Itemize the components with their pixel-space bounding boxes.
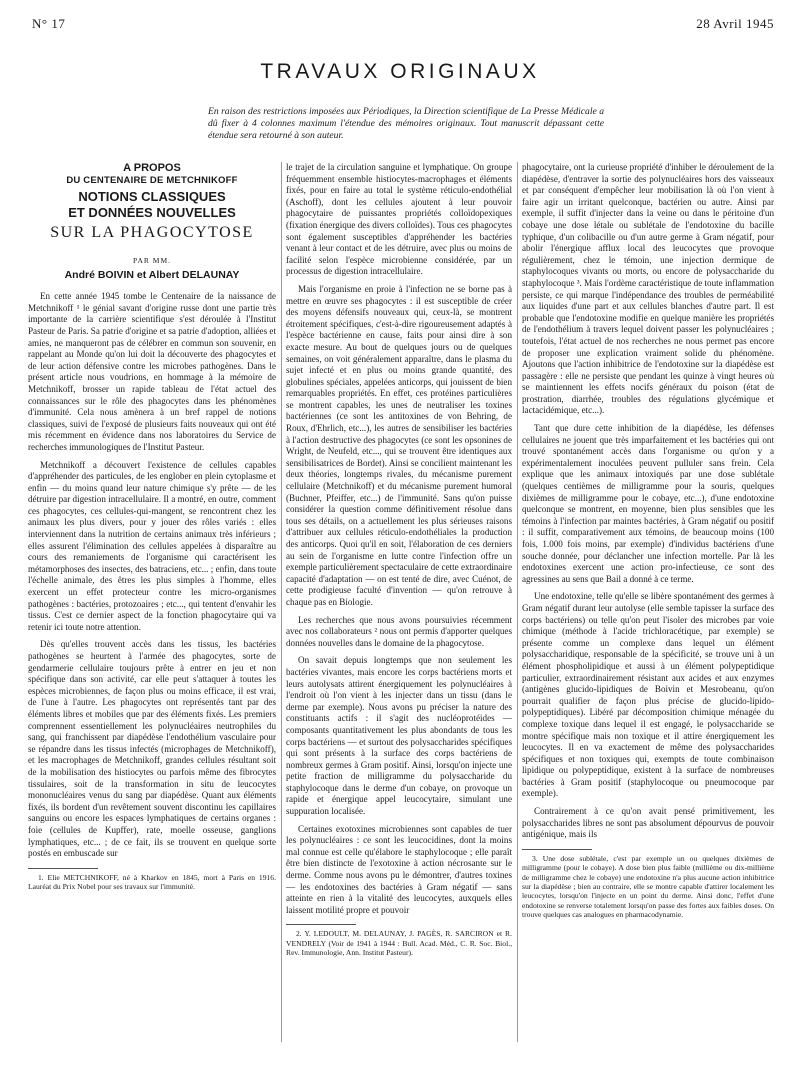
article-title-block	[28, 162, 276, 281]
byline-prefix: PAR MM.	[133, 256, 171, 265]
title-line: A PROPOS	[123, 162, 181, 174]
footnote-rule	[286, 924, 356, 925]
paragraph: Une endotoxine, telle qu'elle se libère spontanément des germes à Gram négatif durant leur autolyse (elle semble tapisser la surface des corps bactériens) ou telle qu'on peut l'isoler des microbes par voie chimique (méthode à l'acide trichloracétique, par exemple) se présente comme un complexe dans lequel un élément polysaccharidique, responsable de la spécificité, se trouve uni à un élément phospholipidique et aussi à un élément polypeptidique particulier, extraordinairement résistant aux acides et aux enzymes (antigènes glucido-lipidiques de Boivin et Mesrobeanu, qu'on pourrait qualifier de façon plus précise de glucido-lipido-polypeptidiques). Libéré par décomposition chimique ménagée du complexe toxique dans lequel il est engagé, le polysaccharide se montre spécifique mais non toxique et il attire énergiquement les leucocytes. Il en va exactement de même des polysaccharides spécifiques et non toxiques qui, exempts de toute combinaison lipidique ou polypeptidique, existent à la surface de nombreuses bactéries à Gram positif (staphylocoque ou pneumocoque par exemple).	[522, 591, 774, 799]
issue-date: 28 Avril 1945	[696, 16, 774, 31]
footnote: 2. Y. LEDOULT, M. DELAUNAY, J. PAGÈS, R. SARCIRON et R. VENDRELY (Voir de 1941 à 1944 : Bull. Acad. Méd., C. R. Soc. Biol., Rev. Immunologie, Ann. Institut Pasteur).	[286, 929, 512, 958]
paragraph: Les recherches que nous avons poursuivies récemment avec nos collaborateurs ² nous ont permis d'apporter quelques données nouvelles dans le domaine de la phagocytose.	[286, 614, 512, 648]
footnote-rule	[522, 849, 592, 850]
column-divider	[281, 162, 282, 1042]
paragraph: En cette année 1945 tombe le Centenaire de la naissance de Metchnikoff ¹ le génial savant d'origine russe dont une partie très importante de la carrière scientifique s'est déroulée à l'Institut Pasteur de Paris. Sa patrie d'origine et sa patrie d'adoption, alliées et amies, ne manqueront pas de célébrer en commun son souvenir, en rappelant au Monde qu'on lui doit la découverte des phagocytes et de leur action défensive contre les microbes pathogènes. Dans le présent article nous voudrions, en hommage à la mémoire de Metchnikoff, brosser un rapide tableau de l'état actuel des connaissances sur le rôle des phagocytes dans les phénomènes d'immunité. Cela nous amènera à un bref rappel de notions classiques, suivi de l'exposé de plusieurs faits nouveaux qui ont été mis récemment en évidence dans nos laboratoires du Service de recherches immunologiques de l'Institut Pasteur.	[28, 291, 276, 452]
paragraph: Mais l'organisme en proie à l'infection ne se borne pas à mettre en œuvre ses phagocytes : il est susceptible de créer des moyens défensifs nouveaux qui, ceux-là, se montrent étroitement spécifiques, c'est-à-dire rigoureusement adaptés à l'espèce bactérienne en cause, faits pour ainsi dire à son exacte mesure. Au bout de quelques jours ou de quelques semaines, on voit généralement apparaître, dans le plasma du sujet infecté et en plus ou moins grande quantité, des globulines spéciales, appelées anticorps, qui jouissent de bien remarquables propriétés. En effet, ces protéines particulières se montrent capables, les unes de neutraliser les toxines bactériennes (ce sont les antitoxines de von Behring, de Roux, d'Ehrlich, etc...), les autres de sensibiliser les bactéries à l'action destructive des phagocytes (ce sont les opsonines de Wright, de Neufeld, etc..., qui se trouvent être identiques aux sensibilisatrices de Bordet). Ainsi se concilient maintenant les deux théories, longtemps rivales, du mécanisme purement cellulaire (Metchnikoff) et du mécanisme purement humoral (Buchner, Pfeiffer, etc...) de l'immunité. Sans qu'on puisse considérer la question comme définitivement résolue dans tous ses détails, on a actuellement les plus sérieuses raisons d'attribuer aux cellules réticulo-endothéliales la production des anticorps. Quoi qu'il en soit, l'élaboration de ces derniers au sein de l'organisme en lutte contre l'infection offre un exemple particulièrement spectaculaire de cette extraordinaire capacité d'adaptation — on est tenté de dire, avec Cuénot, de cette prodigieuse faculté d'invention — qu'on retrouve à chaque pas en Biologie.	[286, 283, 512, 607]
title-line: NOTIONS CLASSIQUES	[78, 189, 226, 204]
footnote-rule	[28, 868, 98, 869]
title-line: SUR LA PHAGOCYTOSE	[50, 224, 254, 241]
paragraph: Dès qu'elles trouvent accès dans les tissus, les bactéries pathogènes se heurtent à l'armée des phagocytes, sorte de gendarmerie cellulaire toujours prête à entrer en jeu et non spécifique dans son activité, car elle peut s'attaquer à toutes les espèces microbiennes, de façon plus ou moins efficace, il est vrai, de l'une à l'autre. Les phagocytes ont représentés tant par des éléments libres et mobiles que par des éléments fixés. Les premiers comprennent essentiellement les polynucléaires neutrophiles du sang, qui franchissent par diapédèse l'endothélium vasculaire pour se répandre dans les tissus infectés (microphages de Metchnikoff), et les macrophages de Metchnikoff, grandes cellules résultant soit de la mobilisation des histiocytes ou parfois même des fibrocytes tissulaires, soit de la transformation in situ de leucocytes mononucléaires venus du sang par diapédèse. Quant aux éléments fixés, ils bordent d'un revêtement souvent discontinu les capillaires sanguins ou encore les espaces lymphatiques de certains organes : foie (cellules de Kupffer), rate, moelle osseuse, ganglions lymphatiques, etc... ; de ce fait, ils se trouvent en quelque sorte postés en embuscade sur	[28, 639, 276, 859]
paragraph: Contrairement à ce qu'on avait pensé primitivement, les polysaccharides libres ne sont pas absolument dépourvus de pouvoir antigénique, mais ils	[522, 806, 774, 840]
paragraph: Tant que dure cette inhibition de la diapédèse, les défenses cellulaires ne jouent que très imparfaitement et les bactéries qui ont trouvé spontanément accès dans l'organisme ou qu'on y a expérimentalement inoculées peuvent pulluler sans frein. Cela explique que les animaux intoxiqués par une dose sublétale (quelques centièmes de milligramme pour la souris, quelques dixièmes de milligramme pour le cobaye, etc...), d'une endotoxine quelconque se montrent, en moyenne, bien plus sensibles que les témoins à l'infection par maintes bactéries, à Gram négatif ou positif : il suffit, comparativement aux témoins, de beaucoup moins (100 fois, 1.000 fois moins, par exemple) d'individus bactériens d'une souche donnée, pour déclancher une infection mortelle. Par là les endotoxines exercent une action pro-infectieuse, ce sont des agressines au sens que Bail a donné à ce terme.	[522, 423, 774, 584]
column-1	[28, 162, 276, 892]
footnote: 3. Une dose sublétale, c'est par exemple un ou quelques dixièmes de milligramme (pour le cobaye). A dose bien plus faible (millième ou dix-millième de milligramme chez le cobaye) une endotoxine n'a plus aucune action inhibitrice sur la diapédèse ; bien au contraire, elle se montre capable d'attirer localement les leucocytes, lorsqu'on l'injecte en un point du derme. Ainsi donc, l'effet d'une endotoxine se renverse totalement lorsqu'on passe des fortes aux faibles doses. On trouve quelques cas analogues en pharmacodynamie.	[522, 853, 774, 920]
paragraph: On savait depuis longtemps que non seulement les bactéries vivantes, mais encore les corps bactériens morts et leurs autolysats attirent énergiquement les polynucléaires à l'endroit où l'on vient à les injecter dans un tissu (dans le derme par exemple). Nous avons pu préciser la nature des constituants actifs : il s'agit des nucléoprotéides — composants quantitativement les plus abondants de tous les corps bactériens — et surtout des polysaccharides spécifiques qui sont présents à la surface des corps bactériens de nombreux germes à Gram positif. Ainsi, lorsqu'on injecte une petite fraction de milligramme du polysaccharide du staphylocoque dans le derme d'un cobaye, on provoque un rapide et énergique appel leucocytaire, simulant une suppuration localisée.	[286, 655, 512, 817]
paragraph: le trajet de la circulation sanguine et lymphatique. On groupe fréquemment ensemble histiocytes-macrophages et éléments fixés, pour en faire au total le système réticulo-endothélial (Aschoff), dont les cellules ajoutent à leur pouvoir phagocytaire de puissantes propriétés colloïdopexiques (fixation énergique des divers colloïdes). Tous ces phagocytes sont également susceptibles d'appréhender les bactéries venant à leur contact et de les détruire, avec plus ou moins de facilité selon l'espèce microbienne considérée, par un processus de digestion intracellulaire.	[286, 162, 512, 277]
column-2	[286, 162, 512, 958]
section-masthead: TRAVAUX ORIGINAUX	[260, 60, 540, 83]
paragraph: phagocytaire, ont la curieuse propriété d'inhiber le déroulement de la diapédèse, d'entraver la sortie des polynucléaires hors des vaisseaux et par conséquent d'empêcher leur mobilisation là où l'on vient à faire agir un irritant quelconque, bactérien ou autre. Ainsi par exemple, il suffit d'injecter dans la veine ou dans le péritoine d'un cobaye une dose létale ou sublétale de l'endotoxine du bacille typhique, d'un colibacille ou d'un autre germe à Gram négatif, pour abolir l'énergique afflux local des leucocytes que provoque régulièrement, chez le témoin, une injection dermique de staphylocoques vivants ou morts, ou encore de polysaccharide du staphylocoque ³. Mais l'ordème caractéristique de toute inflammation persiste, ce qui marque l'indépendance des troubles de perméabilité aux liquides d'une part et aux cellules blanches d'autre part. Il est probable que l'endotoxine modifie en quelque manière les propriétés de l'endothélium à travers lequel doivent passer les polynucléaires ; toutefois, l'état actuel de nos recherches ne nous permet pas encore de proposer une explication vraiment solide du phénomène. Ajoutons que l'action inhibitrice de l'endotoxine sur la diapédèse est passagère : elle ne persiste que pendant les quinze à vingt heures où se maintiennent les effets nocifs généraux du poison (état de prostration, diarrhée, troubles des régulations glycémique et lactacidémique, etc...).	[522, 162, 774, 416]
title-line: ET DONNÉES NOUVELLES	[68, 205, 236, 220]
issue-number: N° 17	[32, 16, 66, 31]
editorial-notice: En raison des restrictions imposées aux Périodiques, la Direction scientifique de La Presse Médicale a dû fixer à 4 colonnes maximum l'étendue des mémoires originaux. Tout manuscrit dépassant cette étendue sera retourné à son auteur.	[208, 106, 604, 141]
footnote: 1. Elie METCHNIKOFF, né à Kharkov en 1845, mort à Paris en 1916. Lauréat du Prix Nobel pour ses travaux sur l'immunité.	[28, 872, 276, 892]
paragraph: Metchnikoff a découvert l'existence de cellules capables d'appréhender des particules, de les englober en plein cytoplasme et enfin — du moins quand leur nature chimique s'y prête — de les détruire par digestion intracellulaire. Il a montré, en outre, comment ces phagocytes, ces cellules-qui-mangent, se rencontrent chez les animaux les plus divers, pour y jouer des rôles variés : elles interviennent dans la nutrition de certains animaux très inférieurs ; elles assurent l'élimination des cellules appelées à disparaître au cours des remaniements de l'organisme qui caractérisent les métamorphoses des insectes, des batraciens, etc... ; enfin, dans toute l'échelle animale, des êtres les plus simples à l'homme, elles exercent un effet protecteur contre les micro-organismes pathogènes : bactéries, protozoaires ; etc..., qui tentent d'envahir les tissus. C'est ce dernier aspect de la fonction phagocytaire qui va retenir ici toute notre attention.	[28, 459, 276, 632]
title-line: DU CENTENAIRE DE METCHNIKOFF	[66, 175, 238, 186]
authors: André BOIVIN et Albert DELAUNAY	[64, 268, 240, 281]
paragraph: Certaines exotoxines microbiennes sont capables de tuer les polynucléaires : ce sont les leucocidines, dont la moins mal connue est celle qu'élabore le staphylocoque ; elle paraît être bien distincte de l'exotoxine à action nécrosante sur le derme. Comme nous avons pu le démontrer, d'autres toxines — les endotoxines des bactéries à Gram négatif — sans atteinte en rien à la vitalité des leucocytes, auxquels elles laissent motilité propre et pouvoir	[286, 823, 512, 915]
column-divider	[517, 162, 518, 1042]
column-3	[522, 162, 774, 920]
